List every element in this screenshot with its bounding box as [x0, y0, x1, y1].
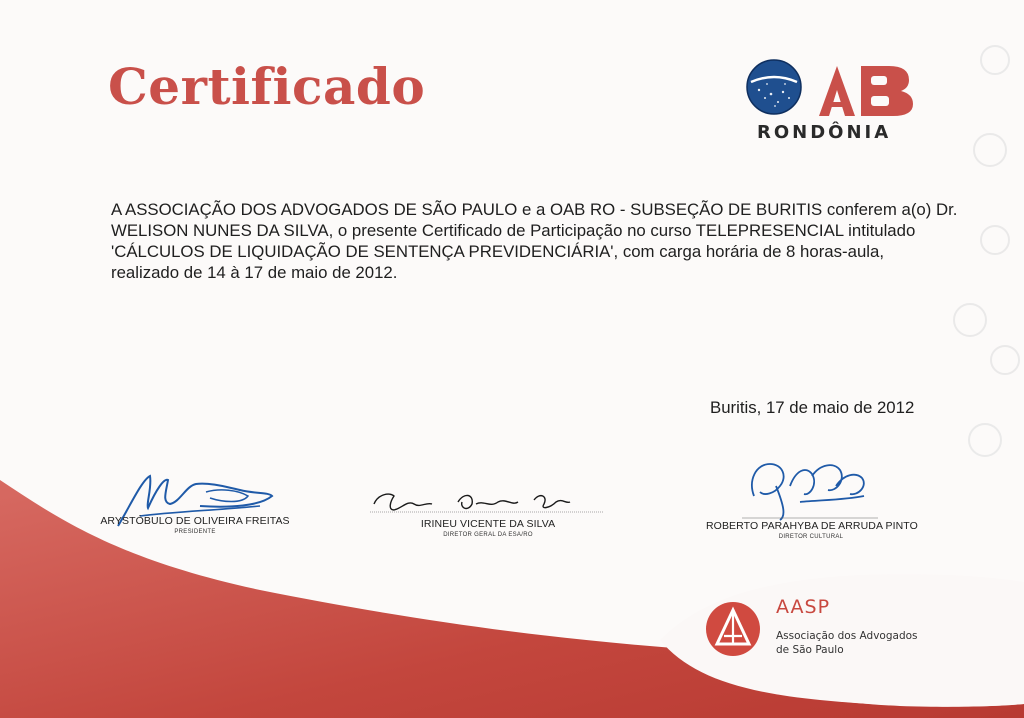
signer-name: IRINEU VICENTE DA SILVA [420, 518, 556, 530]
signer-role: DIRETOR CULTURAL [778, 534, 844, 540]
aasp-logo-icon [704, 600, 762, 658]
oab-subtitle: RONDÔNIA [757, 122, 892, 143]
certificate-body [111, 199, 958, 283]
signature-3 [706, 520, 916, 540]
aasp-name-line2: de São Paulo [776, 644, 844, 656]
aasp-acronym: AASP [776, 596, 831, 618]
body-line: WELISON NUNES DA SILVA, o presente Certificado de Participação no curso TELEPRESENCIAL intitulado [111, 221, 916, 240]
certificate-title: Certificado [108, 57, 426, 116]
signature-2 [388, 518, 588, 538]
right-pattern [954, 46, 1019, 456]
aasp-name-line1: Associação dos Advogados [776, 630, 918, 642]
signature-3-handwriting [740, 456, 880, 526]
signer-role: PRESIDENTE [174, 529, 216, 535]
place-date: Buritis, 17 de maio de 2012 [710, 398, 915, 417]
signature-1 [100, 515, 290, 535]
signer-name: ROBERTO PARAHYBA DE ARRUDA PINTO [706, 520, 918, 532]
signer-name: ARYSTÓBULO DE OLIVEIRA FREITAS [100, 515, 290, 527]
signature-2-handwriting [368, 482, 608, 518]
body-line: A ASSOCIAÇÃO DOS ADVOGADOS DE SÃO PAULO e a OAB RO - SUBSEÇÃO DE BURITIS conferem a(o) Dr. [111, 200, 958, 219]
body-line: 'CÁLCULOS DE LIQUIDAÇÃO DE SENTENÇA PREVIDENCIÁRIA', com carga horária de 8 horas-aula, [111, 242, 885, 261]
signer-role: DIRETOR GERAL DA ESA/RO [443, 532, 533, 538]
body-line: realizado de 14 à 17 de maio de 2012. [111, 263, 398, 282]
